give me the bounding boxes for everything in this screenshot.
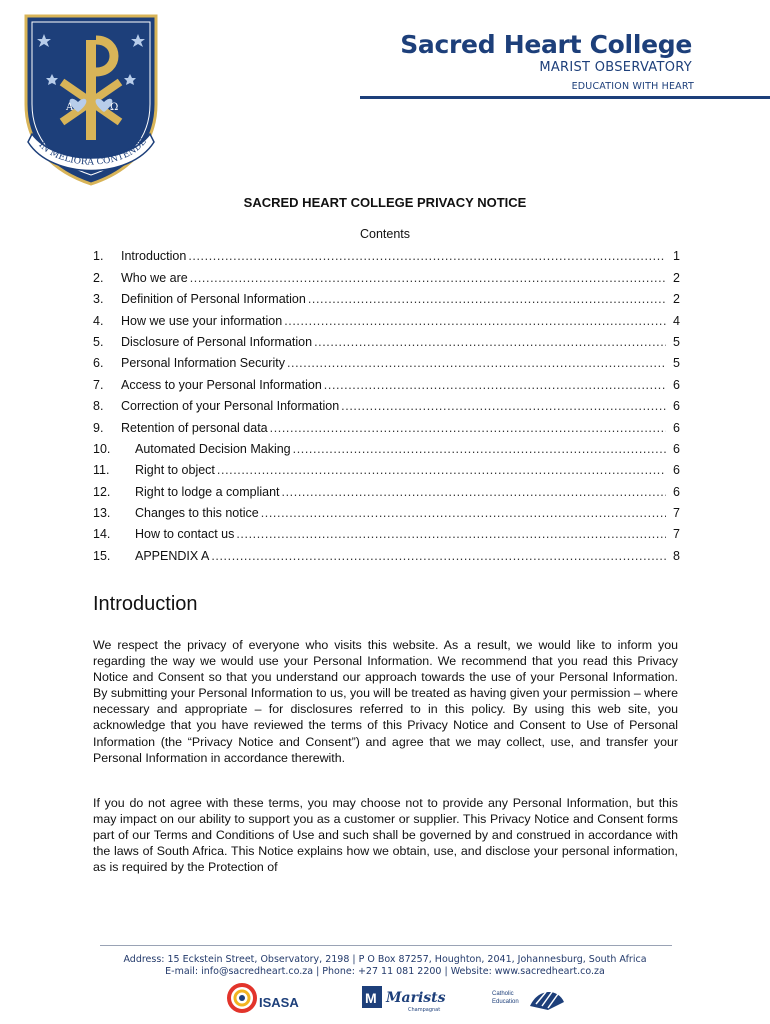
toc-entry-title[interactable]: Introduction	[121, 249, 187, 264]
toc-dot-leader	[217, 463, 666, 477]
section-heading: Introduction	[93, 593, 198, 615]
marists-text: Marists	[386, 990, 446, 1006]
toc-entry-page: 6	[673, 484, 680, 499]
toc-entry[interactable]	[93, 370, 680, 391]
toc-entry[interactable]	[93, 413, 680, 434]
toc-entry-number: 4.	[93, 313, 104, 328]
address-line: Address: 15 Eckstein Street, Observatory, 2198 | P O Box 87257, Houghton, 2041, Johannesburg, South Africa	[123, 954, 647, 965]
toc-entry[interactable]	[93, 456, 680, 477]
toc-dot-leader	[308, 292, 666, 306]
toc-entry-page: 8	[673, 548, 680, 563]
svg-text:A: A	[66, 102, 74, 113]
toc-entry[interactable]	[93, 392, 680, 413]
toc-dot-leader	[314, 335, 666, 349]
toc-entry-title[interactable]: Personal Information Security	[121, 356, 285, 371]
footer-address	[0, 954, 770, 978]
toc-entry[interactable]	[93, 242, 680, 263]
toc-entry-page: 6	[673, 463, 680, 478]
catholic-text-line1: Catholic	[492, 991, 514, 997]
toc-entry-number: 3.	[93, 292, 104, 307]
toc-entry-title[interactable]: Who we are	[121, 270, 188, 285]
toc-entry-title[interactable]: Access to your Personal Information	[121, 377, 322, 392]
toc-entry-title[interactable]: Correction of your Personal Information	[121, 399, 340, 414]
toc-entry-number: 13.	[93, 506, 111, 521]
isasa-logo	[226, 980, 306, 1016]
toc-entry[interactable]	[93, 349, 680, 370]
toc-dot-leader	[282, 485, 666, 499]
toc-dot-leader	[341, 399, 666, 413]
toc-entry-number: 1.	[93, 249, 104, 264]
toc-entry-number: 14.	[93, 527, 111, 542]
toc-entry-page: 1	[673, 249, 680, 264]
toc-entry-page: 6	[673, 399, 680, 414]
contact-line: E-mail: info@sacredheart.co.za | Phone: +27 11 081 2200 | Website: www.sacredheart.co.za	[165, 966, 605, 977]
toc-entry-number: 2.	[93, 270, 104, 285]
toc-entry[interactable]	[93, 285, 680, 306]
toc-dot-leader	[190, 271, 666, 285]
toc-entry-title[interactable]: Automated Decision Making	[135, 441, 291, 456]
toc-entry-title[interactable]: APPENDIX A	[135, 548, 210, 563]
toc-entry-number: 5.	[93, 334, 104, 349]
svg-text:Ω: Ω	[110, 102, 119, 113]
toc-dot-leader	[188, 249, 666, 263]
toc-entry-page: 5	[673, 334, 680, 349]
contents-heading: Contents	[359, 227, 411, 241]
school-subtitle: MARIST OBSERVATORY	[539, 60, 692, 75]
paragraph: We respect the privacy of everyone who visits this website. As a result, we would like to inform you regarding the way we would use your Personal Information. We recommend that you read this Privacy Notice and Consent so that you understand our approach towards the use of your Personal Information. By submitting your Personal Information to us, you will be treated as having given your permission – where necessary and appropriate – for disclosures referred to in this policy. By using this web site, you acknowledge that you have reviewed the terms of this Privacy Notice and Consent to Use of Personal Information (the “Privacy Notice and Consent”) and agree that we may collect, use, and transfer your Personal Information in accordance therewith.	[93, 638, 678, 765]
toc-entry-number: 6.	[93, 356, 104, 371]
toc-entry-page: 6	[673, 377, 680, 392]
toc-entry[interactable]	[93, 499, 680, 520]
marists-logo	[360, 980, 450, 1016]
catholic-education-logo	[488, 980, 568, 1016]
toc-entry-title[interactable]: How we use your information	[121, 313, 283, 328]
toc-entry-number: 8.	[93, 399, 104, 414]
toc-entry-title[interactable]: Definition of Personal Information	[121, 292, 306, 307]
school-tagline: EDUCATION WITH HEART	[571, 81, 694, 92]
toc-dot-leader	[284, 314, 666, 328]
header-rule	[360, 96, 770, 99]
catholic-text-line2: Education	[492, 999, 519, 1005]
toc-entry[interactable]	[93, 435, 680, 456]
toc-entry-number: 10.	[93, 441, 111, 456]
toc-dot-leader	[211, 549, 666, 563]
toc-dot-leader	[270, 421, 666, 435]
toc-entry-number: 15.	[93, 548, 111, 563]
toc-entry-page: 4	[673, 313, 680, 328]
toc-dot-leader	[236, 527, 666, 541]
toc-entry-page: 6	[673, 420, 680, 435]
toc-entry-title[interactable]: How to contact us	[135, 527, 235, 542]
toc-entry-number: 11.	[93, 463, 110, 478]
toc-entry[interactable]	[93, 306, 680, 327]
paragraph: If you do not agree with these terms, you may choose not to provide any Personal Information, but this may impact on our ability to support you as a customer or supplier. This Privacy Notice and Consent forms part of our Terms and Conditions of Use and such shall be governed by and construed in accordance with the laws of South Africa. This Notice explains how we obtain, use, and disclose your personal information, as is required by the Protection of	[93, 796, 678, 875]
toc-entry[interactable]	[93, 520, 680, 541]
svg-text:M: M	[365, 990, 377, 1006]
toc-entry-page: 2	[673, 270, 680, 285]
footer-rule	[100, 945, 672, 946]
isasa-text: ISASA	[259, 995, 299, 1010]
toc-entry-page: 7	[673, 506, 680, 521]
toc-entry[interactable]	[93, 328, 680, 349]
toc-entry[interactable]	[93, 541, 680, 562]
toc-entry-number: 9.	[93, 420, 104, 435]
toc-entry-title[interactable]: Changes to this notice	[135, 506, 259, 521]
toc-entry[interactable]	[93, 477, 680, 498]
marists-subtext: Champagnat	[408, 1007, 441, 1013]
toc-entry-number: 12.	[93, 484, 111, 499]
toc-entry-page: 2	[673, 292, 680, 307]
crest-motto: IN MELIORA CONTENDE	[36, 136, 149, 168]
toc-dot-leader	[287, 356, 666, 370]
toc-dot-leader	[293, 442, 666, 456]
toc-dot-leader	[261, 506, 666, 520]
toc-entry-title[interactable]: Disclosure of Personal Information	[121, 334, 313, 349]
toc-entry-title[interactable]: Right to lodge a compliant	[135, 484, 280, 499]
toc-dot-leader	[324, 378, 666, 392]
toc-entry-page: 7	[673, 527, 680, 542]
toc-entry[interactable]	[93, 263, 680, 284]
toc-entry-title[interactable]: Retention of personal data	[121, 420, 268, 435]
toc-entry-number: 7.	[93, 377, 104, 392]
school-crest-logo	[22, 12, 160, 190]
table-of-contents	[93, 242, 680, 563]
document-title: SACRED HEART COLLEGE PRIVACY NOTICE	[243, 195, 527, 210]
toc-entry-page: 6	[673, 441, 680, 456]
toc-entry-title[interactable]: Right to object	[135, 463, 215, 478]
school-name: Sacred Heart College	[400, 30, 692, 59]
toc-entry-page: 5	[673, 356, 680, 371]
